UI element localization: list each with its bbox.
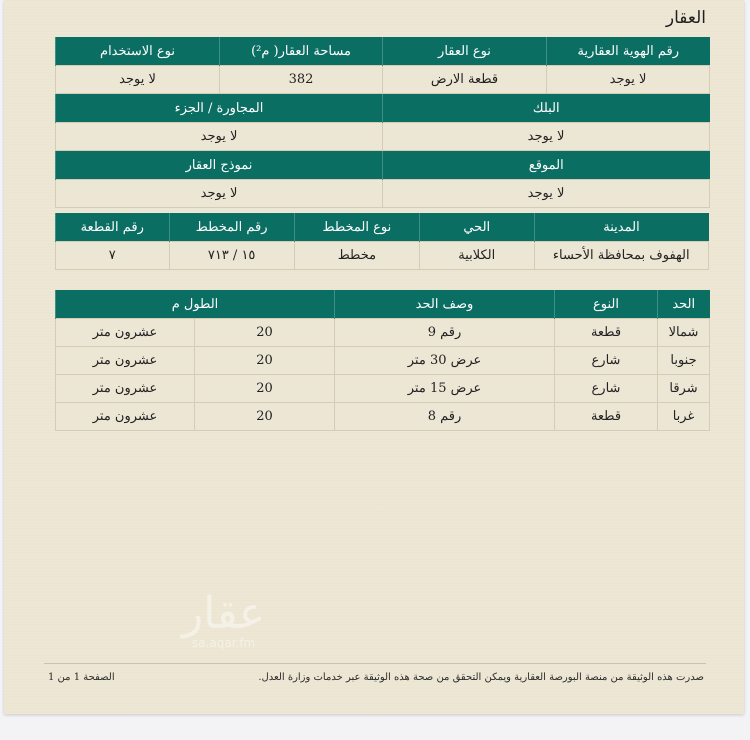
boundary-length: 20 — [195, 403, 335, 431]
header-neighborhood-part: المجاورة / الجزء — [56, 94, 383, 123]
table-row — [56, 347, 710, 375]
value-usage-type: لا يوجد — [56, 66, 220, 94]
boundary-length-text: عشرون متر — [56, 347, 195, 375]
header-district: الحي — [419, 213, 534, 242]
value-block: لا يوجد — [383, 123, 710, 151]
property-info-table — [55, 37, 710, 208]
address-table — [55, 213, 709, 270]
document-page — [4, 0, 744, 714]
boundary-type: شارع — [555, 375, 658, 403]
value-property-area: 382 — [220, 66, 383, 94]
boundary-description: عرض 30 متر — [335, 347, 555, 375]
boundary-type: قطعة — [555, 319, 658, 347]
footer-notice: صدرت هذه الوثيقة من منصة البورصة العقارية ويمكن التحقق من صحة هذه الوثيقة عبر خدمات وزارة العدل. — [258, 672, 704, 683]
boundary-length: 20 — [195, 319, 335, 347]
header-plan-type: نوع المخطط — [294, 213, 419, 242]
aqar-logo-icon: عقار — [182, 588, 266, 639]
table-row — [56, 66, 710, 94]
header-usage-type: نوع الاستخدام — [56, 37, 220, 66]
footer-divider — [44, 663, 706, 664]
boundary-length: 20 — [195, 375, 335, 403]
watermark-url: sa.aqar.fm — [191, 636, 256, 650]
header-property-model: نموذج العقار — [56, 151, 383, 180]
table-row — [56, 242, 709, 270]
header-property-area: مساحة العقار( م²) — [220, 37, 383, 66]
page-number: الصفحة 1 من 1 — [48, 672, 115, 683]
boundary-side: جنوبا — [658, 347, 710, 375]
boundary-length: 20 — [195, 347, 335, 375]
header-plot-number: رقم القطعة — [56, 213, 170, 242]
header-block: البلك — [383, 94, 710, 123]
table-row — [56, 180, 710, 208]
table-header-row — [56, 213, 709, 242]
table-row — [56, 403, 710, 431]
table-row — [56, 123, 710, 151]
header-boundary: الحد — [658, 290, 710, 319]
value-plan-number: ١٥ / ٧١٣ — [169, 242, 294, 270]
table-header-row — [56, 94, 710, 123]
value-property-type: قطعة الارض — [383, 66, 547, 94]
boundary-side: شرقا — [658, 375, 710, 403]
boundary-side: غربا — [658, 403, 710, 431]
boundary-description: عرض 15 متر — [335, 375, 555, 403]
boundary-description: رقم 8 — [335, 403, 555, 431]
boundary-type: شارع — [555, 347, 658, 375]
section-title: العقار — [665, 8, 706, 28]
table-header-row — [56, 290, 710, 319]
value-district: الكلابية — [419, 242, 534, 270]
value-neighborhood-part: لا يوجد — [56, 123, 383, 151]
header-city: المدينة — [534, 213, 708, 242]
value-city: الهفوف بمحافظة الأحساء — [534, 242, 708, 270]
boundaries-table — [55, 290, 710, 431]
value-plot-number: ٧ — [56, 242, 170, 270]
table-header-row — [56, 151, 710, 180]
boundary-description: رقم 9 — [335, 319, 555, 347]
boundary-side: شمالا — [658, 319, 710, 347]
header-type: النوع — [555, 290, 658, 319]
value-location: لا يوجد — [383, 180, 710, 208]
boundary-length-text: عشرون متر — [56, 319, 195, 347]
value-property-id: لا يوجد — [547, 66, 710, 94]
header-property-type: نوع العقار — [383, 37, 547, 66]
table-row — [56, 319, 710, 347]
header-length: الطول م — [56, 290, 335, 319]
header-description: وصف الحد — [335, 290, 555, 319]
table-row — [56, 375, 710, 403]
boundary-type: قطعة — [555, 403, 658, 431]
aqar-watermark — [182, 588, 266, 650]
header-location: الموقع — [383, 151, 710, 180]
value-plan-type: مخطط — [294, 242, 419, 270]
value-property-model: لا يوجد — [56, 180, 383, 208]
boundary-length-text: عشرون متر — [56, 375, 195, 403]
header-property-id: رقم الهوية العقارية — [547, 37, 710, 66]
boundary-length-text: عشرون متر — [56, 403, 195, 431]
table-header-row — [56, 37, 710, 66]
header-plan-number: رقم المخطط — [169, 213, 294, 242]
